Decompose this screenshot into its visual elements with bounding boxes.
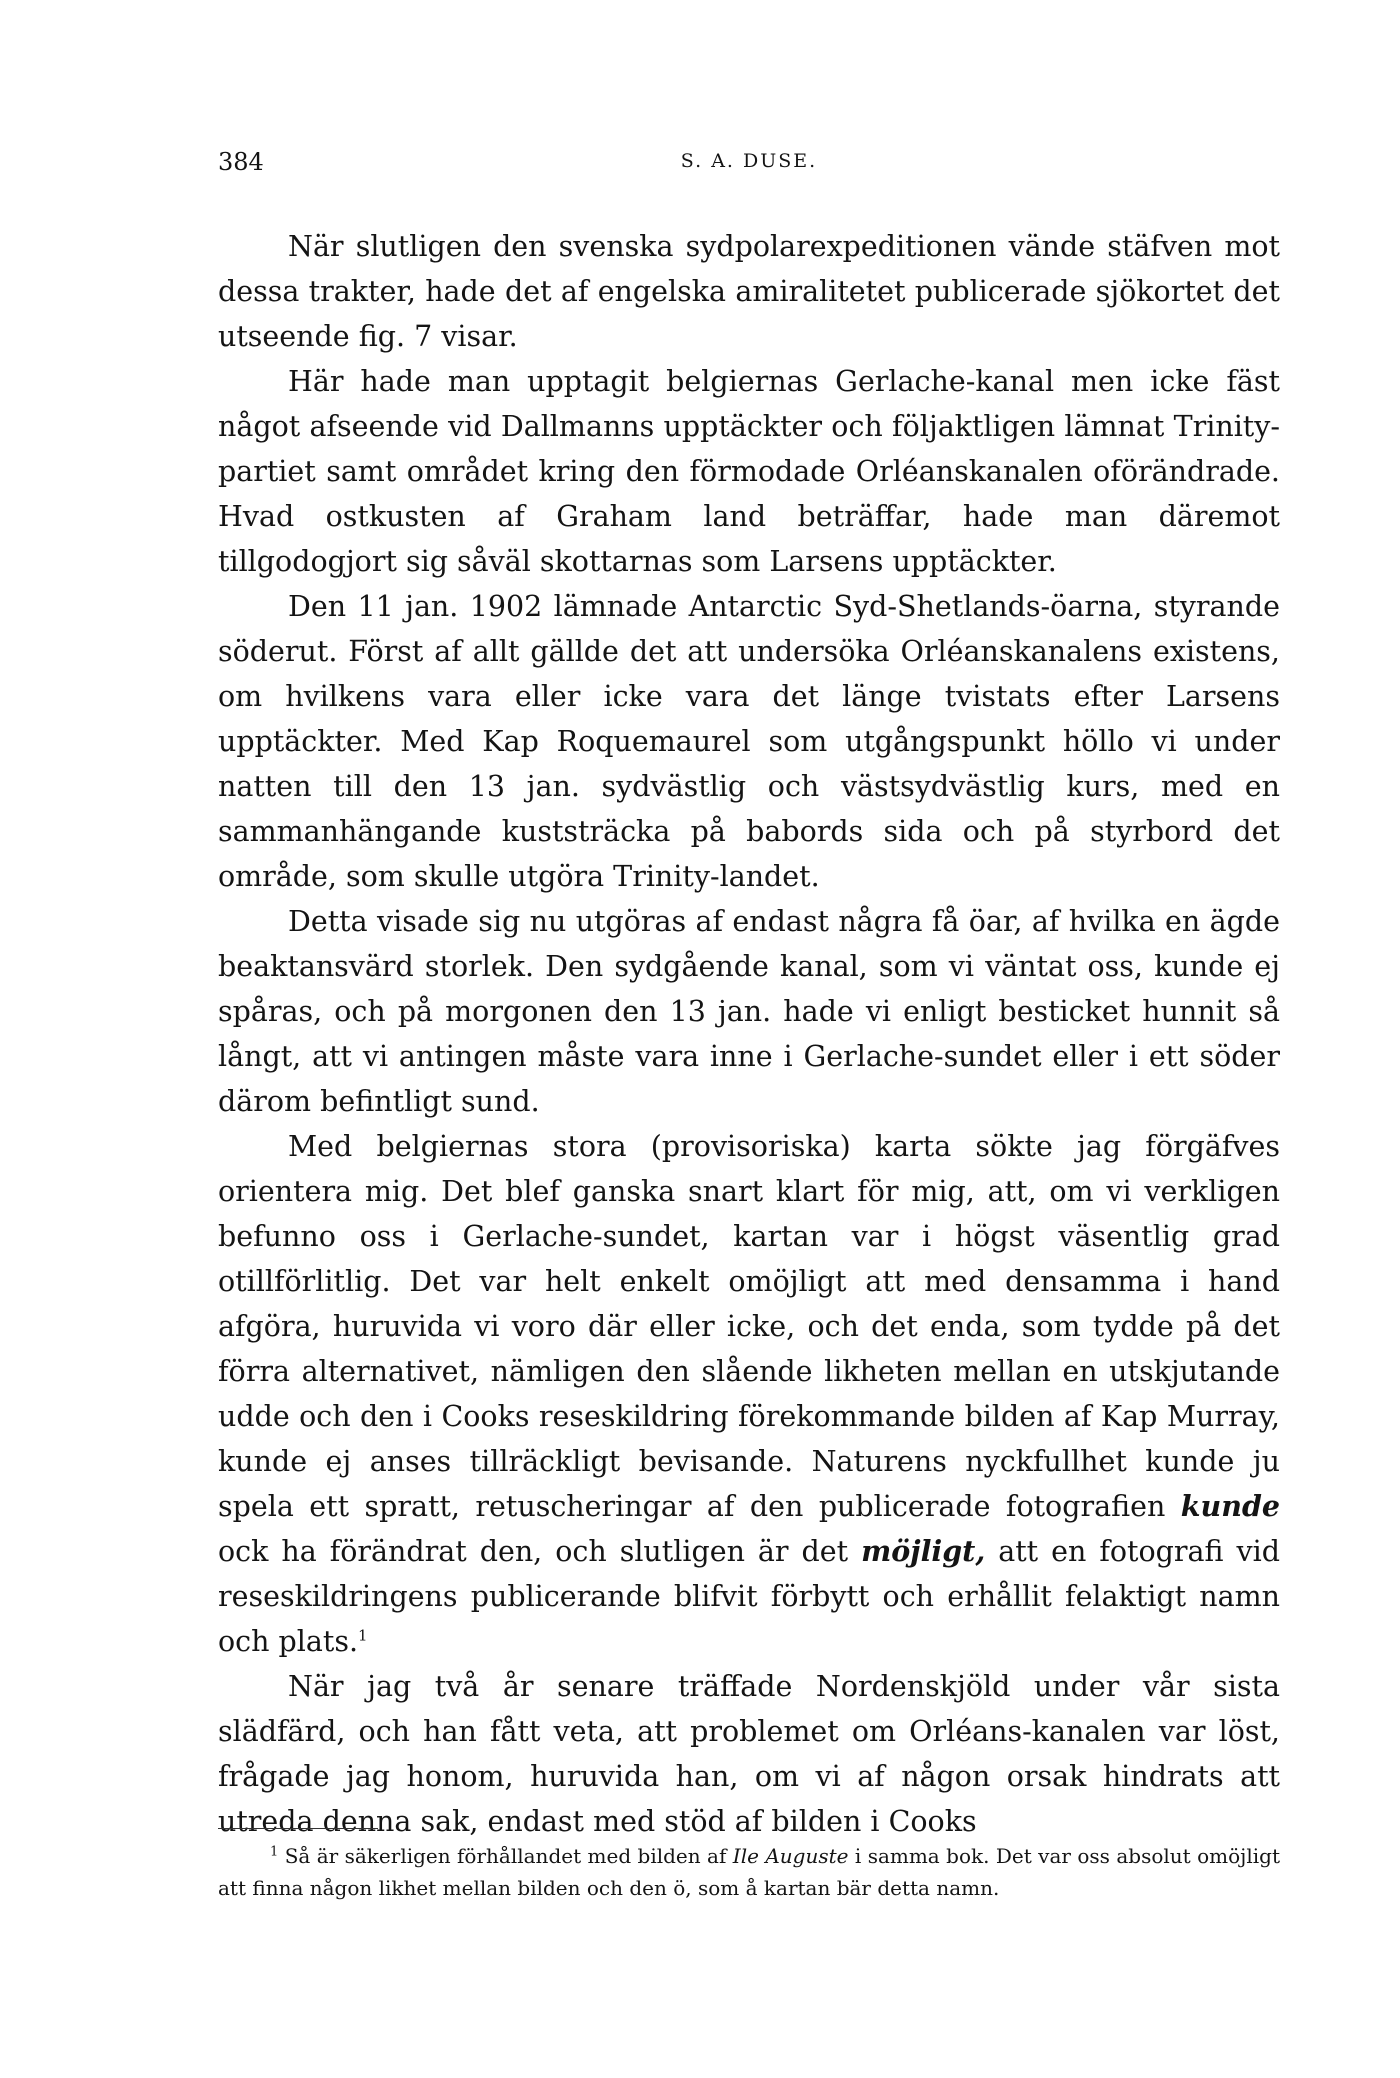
paragraph-3: Den 11 jan. 1902 lämnade Antarctic Syd-Shetlands-öarna, styrande söderut. Först af allt gällde det att undersöka Orléanskanalens existens, om hvilkens vara eller icke vara det länge tvistats efter Larsens upptäckter. Med Kap Roquemaurel som utgångspunkt höllo vi under natten till den 13 jan. sydvästlig och västsydvästlig kurs, med en sammanhängande kuststräcka på babords sida och på styrbord det område, som skulle utgöra Trinity-landet. [218, 590, 1280, 893]
paragraph-5 [218, 1124, 1280, 1664]
running-head [218, 148, 1280, 188]
running-title: S. A. DUSE. [680, 150, 818, 172]
footnote-emphasis: Ile Auguste [732, 1844, 849, 1868]
footnote-divider [218, 1828, 378, 1829]
footnote-paragraph [218, 1840, 1280, 1904]
footnote-marker: 1 [270, 1844, 279, 1860]
paragraph-2: Här hade man upptagit belgiernas Gerlache-kanal men icke fäst något afseende vid Dallmanns upptäckter och följaktligen lämnat Trinity-partiet samt området kring den förmodade Orléanskanalen oförändrade. Hvad ostkusten af Graham land beträffar, hade man däremot tillgodogjort sig såväl skottarnas som Larsens upptäckter. [218, 365, 1280, 578]
paragraph-6: När jag två år senare träffade Nordenskjöld under vår sista slädfärd, och han fått veta, att problemet om Orléans-kanalen var löst, frågade jag honom, huruvida han, om vi af någon orsak hindrats att utreda denna sak, endast med stöd af bilden i Cooks [218, 1670, 1280, 1838]
body-text [218, 224, 1280, 1844]
paragraph-5-part-c: att en fotografi vid reseskildringens publicerande blifvit förbytt och erhållit felaktigt namn och plats. [218, 1535, 1280, 1658]
footnote-reference: 1 [358, 1626, 368, 1645]
footnote-text-b: i samma bok. Det var oss absolut omöjligt att finna någon likhet mellan bilden och den ö, som å kartan bär detta namn. [218, 1844, 1280, 1900]
emphasis-kunde: kunde [1180, 1489, 1280, 1523]
paragraph-5-part-b: ock ha förändrat den, och slutligen är det [218, 1535, 862, 1568]
emphasis-mojligt: möjligt, [861, 1534, 986, 1568]
page-number: 384 [218, 148, 264, 176]
paragraph-4: Detta visade sig nu utgöras af endast några få öar, af hvilka en ägde beaktansvärd storlek. Den sydgående kanal, som vi väntat oss, kunde ej spåras, och på morgonen den 13 jan. hade vi enligt besticket hunnit så långt, att vi antingen måste vara inne i Gerlache-sundet eller i ett söder därom befintligt sund. [218, 905, 1280, 1118]
footnote [218, 1840, 1280, 1904]
footnote-text-a: Så är säkerligen förhållandet med bilden af [278, 1844, 733, 1868]
paragraph-5-part-a: Med belgiernas stora (provisoriska) karta sökte jag förgäfves orientera mig. Det blef ganska snart klart för mig, att, om vi verkligen befunno oss i Gerlache-sundet, kartan var i högst väsentlig grad otillförlitlig. Det var helt enkelt omöjligt att med densamma i hand afgöra, huruvida vi voro där eller icke, och det enda, som tydde på det förra alternativet, nämligen den slående likheten mellan en utskjutande udde och den i Cooks reseskildring förekommande bilden af Kap Murray, kunde ej anses tillräckligt bevisande. Naturens nyckfullhet kunde ju spela ett spratt, retuscheringar af den publicerade fotografien [218, 1130, 1280, 1523]
paragraph-1: När slutligen den svenska sydpolarexpeditionen vände stäfven mot dessa trakter, hade det af engelska amiralitetet publicerade sjökortet det utseende fig. 7 visar. [218, 230, 1280, 353]
